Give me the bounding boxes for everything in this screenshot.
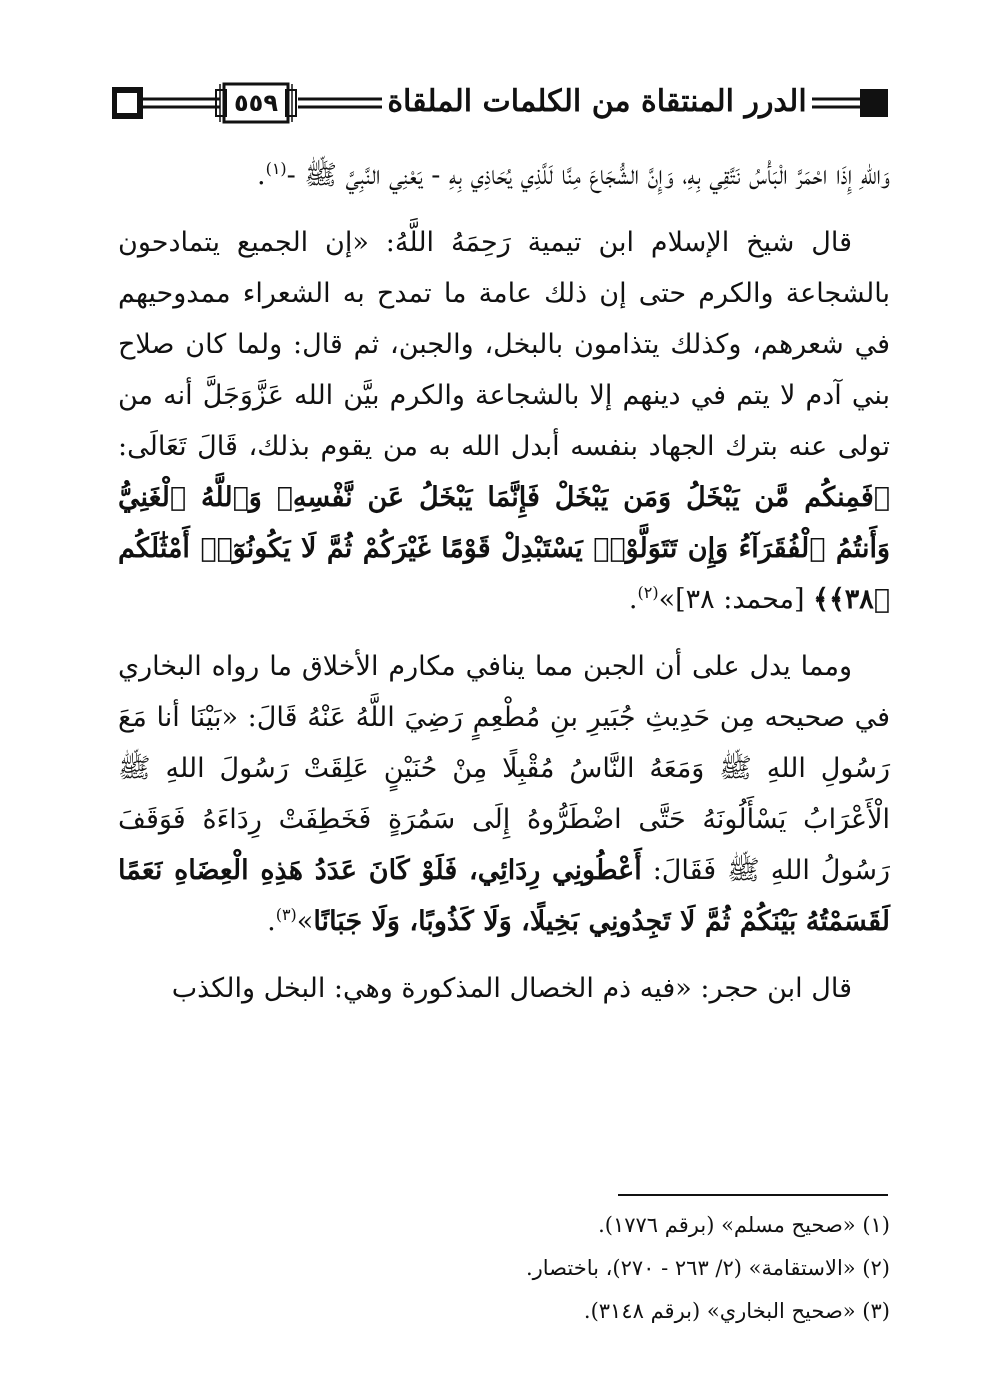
footnote-2: (٢) «الاستقامة» (٢/ ٢٦٣ - ٢٧٠)، باختصار.	[525, 1256, 890, 1280]
footnote-separator	[618, 1194, 888, 1196]
page-number: ٥٥٩	[234, 89, 278, 117]
footnotes	[118, 1204, 890, 1333]
quran-verse: ﴿فَمِنكُم مَّن يَبْخَلُ وَمَن يَبْخَلْ فَإِنَّمَا يَبْخَلُ عَن نَّفْسِهِۦ وَٱللَّهُ ٱلْغَنِيُّ وَأَنتُمُ ٱلْفُقَرَآءُ وَإِن تَتَوَلَّوْا۟ يَسْتَبْدِلْ قَوْمًا غَيْرَكُمْ ثُمَّ لَا يَكُونُوٓا۟ أَمْثَٰلَكُم ﴿٣٨﴾﴾	[118, 482, 890, 615]
footnote-1: (١) «صحيح مسلم» (برقم ١٧٧٦).	[598, 1213, 890, 1237]
footnote-ref-1: (١)	[265, 159, 287, 178]
paragraph-1-text: وَاللهِ إِذَا احْمَرَّ الْبَأْسُ نَتَّقِي بِهِ، وَإِنَّ الشُّجَاعَ مِنَّا لَلَّذِي يُحَاذِي بِهِ - يَعْنِي النَّبِيَّ ﷺ -	[286, 160, 890, 191]
book-title: الدرر المنتقاة من الكلمات الملقاة	[382, 82, 812, 122]
paragraph-3: ومما يدل على أن الجبن مما ينافي مكارم الأخلاق ما رواه البخاري في صحيحه مِن حَدِيثِ جُبَيرِ بنِ مُطْعِمٍ رَضِيَ اللَّهُ عَنْهُ قَالَ: «بَيْنَا أنا مَعَ رَسُولِ اللهِ ﷺ وَمَعَهُ النَّاسُ مُقْبِلًا مِنْ حُنَيْنٍ عَلِقَتْ رَسُولَ اللهِ ﷺ الْأَعْرَابُ يَسْأَلُونَهُ حَتَّى اضْطَرُّوهُ إِلَى سَمُرَةٍ فَخَطِفَتْ رِدَاءَهُ فَوَقَفَ رَسُولُ اللهِ ﷺ فَقَالَ: أَعْطُونِي رِدَائِي، فَلَوْ كَانَ عَدَدُ هَذِهِ الْعِضَاهِ نَعَمًا لَقَسَمْتُهُ بَيْنَكُمْ ثُمَّ لَا تَجِدُونِي بَخِيلًا، وَلَا كَذُوبًا، وَلَا جَبَانًا»$^{(٣)}$.	[118, 651, 890, 937]
paragraph-2: قال شيخ الإسلام ابن تيمية رَحِمَهُ اللَّهُ: «إن الجميع يتمادحون بالشجاعة والكرم حتى إن ذلك عامة ما تمدح به الشعراء ممدوحيهم في شعرهم، وكذلك يتذامون بالبخل، والجبن، ثم قال: ولما كان صلاح بني آدم لا يتم في دينهم إلا بالشجاعة والكرم بيَّن الله عَزَّوَجَلَّ أنه من تولى عنه بترك الجهاد بنفسه أبدل الله به من يقوم بذلك، قَالَ تَعَالَى: ﴿فَمِنكُم مَّن يَبْخَلُ وَمَن يَبْخَلْ فَإِنَّمَا يَبْخَلُ عَن نَّفْسِهِۦ وَٱللَّهُ ٱلْغَنِيُّ وَأَنتُمُ ٱلْفُقَرَآءُ وَإِن تَتَوَلَّوْا۟ يَسْتَبْدِلْ قَوْمًا غَيْرَكُمْ ثُمَّ لَا يَكُونُوٓا۟ أَمْثَٰلَكُم ﴿٣٨﴾﴾ [محمد: ٣٨]»$^{(٢)}$.	[118, 227, 890, 615]
page-header	[112, 80, 890, 126]
quran-citation: [محمد: ٣٨]»	[658, 584, 805, 615]
footnote-ref-2: (٢)	[637, 583, 659, 602]
footnote-ref-3: (٣)	[275, 905, 297, 924]
hadith-quote-close: »	[296, 906, 314, 937]
hadith-quote: أَعْطُونِي رِدَائِي، فَلَوْ كَانَ عَدَدُ هَذِهِ الْعِضَاهِ نَعَمًا لَقَسَمْتُهُ بَيْنَكُمْ ثُمَّ لَا تَجِدُونِي بَخِيلًا، وَلَا كَذُوبًا، وَلَا جَبَانًا	[118, 855, 890, 937]
page-body	[118, 150, 890, 1014]
paragraph-1: وَاللهِ إِذَا احْمَرَّ الْبَأْسُ نَتَّقِي بِهِ، وَإِنَّ الشُّجَاعَ مِنَّا لَلَّذِي يُحَاذِي بِهِ - يَعْنِي النَّبِيَّ ﷺ -$^{(١)}$.	[256, 159, 890, 191]
paragraph-3-text: ومما يدل على أن الجبن مما ينافي مكارم الأخلاق ما رواه البخاري في صحيحه مِن حَدِيثِ جُبَيرِ بنِ مُطْعِمٍ رَضِيَ اللَّهُ عَنْهُ قَالَ: «بَيْنَا أنا مَعَ رَسُولِ اللهِ ﷺ وَمَعَهُ النَّاسُ مُقْبِلًا مِنْ حُنَيْنٍ عَلِقَتْ رَسُولَ اللهِ ﷺ الْأَعْرَابُ يَسْأَلُونَهُ حَتَّى اضْطَرُّوهُ إِلَى سَمُرَةٍ فَخَطِفَتْ رِدَاءَهُ فَوَقَفَ رَسُولُ اللهِ ﷺ فَقَالَ:	[118, 651, 890, 886]
paragraph-4: قال ابن حجر: «فيه ذم الخصال المذكورة وهي: البخل والكذب	[171, 973, 852, 1004]
footnote-3: (٣) «صحيح البخاري» (برقم ٣١٤٨).	[583, 1299, 890, 1323]
paragraph-2-text: قال شيخ الإسلام ابن تيمية رَحِمَهُ اللَّهُ: «إن الجميع يتمادحون بالشجاعة والكرم حتى إن ذلك عامة ما تمدح به الشعراء ممدوحيهم في شعرهم، وكذلك يتذامون بالبخل، والجبن، ثم قال: ولما كان صلاح بني آدم لا يتم في دينهم إلا بالشجاعة والكرم بيَّن الله عَزَّوَجَلَّ أنه من تولى عنه بترك الجهاد بنفسه أبدل الله به من يقوم بذلك، قَالَ تَعَالَى:	[118, 227, 890, 462]
